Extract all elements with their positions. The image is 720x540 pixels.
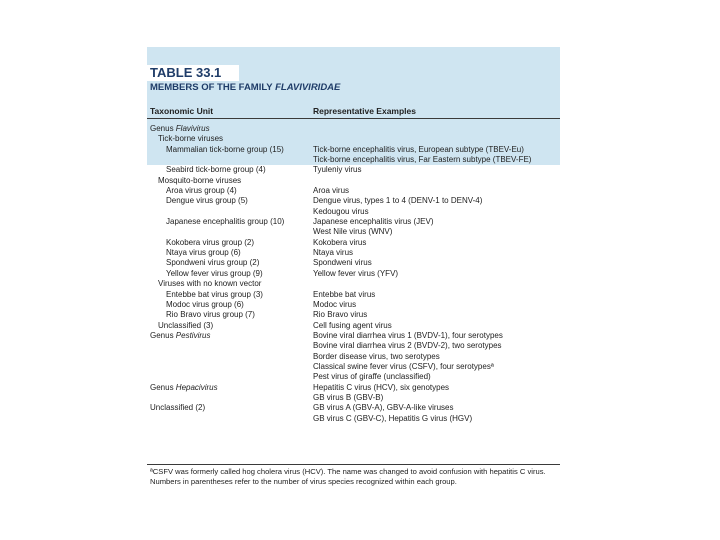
- table-row: [147, 372, 560, 382]
- table-row: [147, 227, 560, 237]
- unit-text: Spondweni virus group (2): [166, 258, 260, 268]
- footnote-divider: [147, 464, 560, 465]
- representative-example-cell: Kedougou virus: [313, 206, 369, 216]
- table-row: [147, 341, 560, 351]
- taxonomic-unit-cell: [150, 124, 210, 134]
- representative-example-cell: Tick-borne encephalitis virus, Far Eastern subtype (TBEV-FE): [313, 155, 532, 165]
- unit-text: Entebbe bat virus group (3): [166, 289, 263, 299]
- representative-example-cell: Kokobera virus: [313, 237, 367, 247]
- table-row: [147, 393, 560, 403]
- header-divider: [147, 118, 560, 119]
- unit-text: Unclassified (3): [158, 320, 214, 330]
- representative-example-cell: Entebbe bat virus: [313, 289, 376, 299]
- table-title-prefix: MEMBERS OF THE FAMILY: [150, 82, 276, 93]
- unit-text: Ntaya virus group (6): [166, 248, 241, 258]
- taxonomic-unit-cell: [166, 196, 248, 206]
- taxonomic-unit-cell: [166, 145, 284, 155]
- unit-text: Viruses with no known vector: [158, 279, 262, 289]
- taxonomic-unit-cell: [166, 217, 284, 227]
- table-row: [147, 165, 560, 175]
- unit-prefix: Genus: [150, 124, 176, 133]
- header-representative-examples: Representative Examples: [313, 106, 416, 116]
- representative-example-cell: GB virus C (GBV-C), Hepatitis G virus (HGV): [313, 413, 473, 423]
- table-row: [147, 238, 560, 248]
- table-row: [147, 383, 560, 393]
- table-row: [147, 290, 560, 300]
- taxonomic-unit-cell: [158, 279, 261, 289]
- table-row: [147, 124, 560, 134]
- representative-example-cell: Tick-borne encephalitis virus, European subtype (TBEV-Eu): [313, 144, 524, 154]
- taxonomic-unit-cell: [166, 290, 263, 300]
- unit-text: Unclassified (2): [150, 403, 206, 413]
- taxonomic-unit-cell: [150, 331, 210, 341]
- unit-text: Tick-borne viruses: [158, 134, 224, 144]
- unit-genus-name: Pestivirus: [175, 330, 211, 340]
- table-row: [147, 258, 560, 268]
- taxonomic-unit-cell: [166, 300, 244, 310]
- representative-example-cell: Rio Bravo virus: [313, 310, 368, 320]
- table-row: [147, 362, 560, 372]
- taxonomic-unit-cell: [166, 258, 259, 268]
- taxonomic-unit-cell: [166, 165, 266, 175]
- table-title-family: FLAVIVIRIDAE: [275, 82, 341, 93]
- taxonomic-unit-cell: [166, 186, 237, 196]
- table-row: [147, 269, 560, 279]
- representative-example-cell: Dengue virus, types 1 to 4 (DENV-1 to DENV-4): [313, 196, 483, 206]
- unit-text: Kokobera virus group (2): [166, 237, 255, 247]
- unit-text: Rio Bravo virus group (7): [166, 310, 255, 320]
- taxonomic-unit-cell: [158, 134, 223, 144]
- representative-example-cell: Aroa virus: [313, 186, 350, 196]
- table-row: [147, 403, 560, 413]
- representative-example-cell: Hepatitis C virus (HCV), six genotypes: [313, 382, 450, 392]
- unit-text: Dengue virus group (5): [166, 196, 248, 206]
- unit-genus-name: Flavivirus: [175, 124, 210, 133]
- table-footnote: ªCSFV was formerly called hog cholera virus (HCV). The name was changed to avoid confusion with hepatitis C virus. Numbers in parentheses refer to the number of virus species recognized within each group.: [150, 467, 546, 486]
- unit-prefix: Genus: [150, 382, 176, 392]
- table-row: [147, 155, 560, 165]
- representative-example-cell: Pest virus of giraffe (unclassified): [313, 372, 431, 382]
- table-row: [147, 176, 560, 186]
- table-row: [147, 196, 560, 206]
- table-row: [147, 300, 560, 310]
- taxonomic-unit-cell: [158, 176, 241, 186]
- representative-example-cell: Bovine viral diarrhea virus 2 (BVDV-2), two serotypes: [313, 341, 502, 351]
- table-row: [147, 186, 560, 196]
- representative-example-cell: Modoc virus: [313, 299, 357, 309]
- table-row: [147, 279, 560, 289]
- table-row: [147, 352, 560, 362]
- representative-example-cell: GB virus B (GBV-B): [313, 392, 384, 402]
- table-row: [147, 414, 560, 424]
- representative-example-cell: Ntaya virus: [313, 248, 354, 258]
- table-row: [147, 134, 560, 144]
- unit-text: Mammalian tick-borne group (15): [166, 144, 284, 154]
- table-row: [147, 145, 560, 155]
- unit-prefix: Genus: [150, 330, 176, 340]
- unit-text: Seabird tick-borne group (4): [166, 165, 266, 175]
- taxonomic-unit-cell: [166, 238, 254, 248]
- table-title: [150, 82, 340, 94]
- representative-example-cell: Border disease virus, two serotypes: [313, 351, 440, 361]
- representative-example-cell: Yellow fever virus (YFV): [313, 268, 399, 278]
- table-row: [147, 217, 560, 227]
- taxonomic-unit-cell: [150, 383, 218, 393]
- representative-example-cell: Classical swine fever virus (CSFV), four serotypesª: [313, 361, 494, 371]
- taxonomic-unit-cell: [158, 321, 213, 331]
- unit-genus-name: Hepacivirus: [175, 382, 218, 392]
- representative-example-cell: Bovine viral diarrhea virus 1 (BVDV-1), four serotypes: [313, 330, 503, 340]
- taxonomic-unit-cell: [166, 248, 241, 258]
- table-row: [147, 321, 560, 331]
- table-page: [147, 47, 560, 490]
- header-taxonomic-unit: Taxonomic Unit: [150, 106, 214, 116]
- unit-text: Mosquito-borne viruses: [158, 175, 242, 185]
- table-row: [147, 310, 560, 320]
- table-label: TABLE 33.1: [147, 65, 239, 81]
- unit-text: Aroa virus group (4): [166, 186, 237, 196]
- table-row: [147, 331, 560, 341]
- representative-example-cell: West Nile virus (WNV): [313, 227, 393, 237]
- representative-example-cell: Tyuleniy virus: [313, 165, 362, 175]
- representative-example-cell: Spondweni virus: [313, 258, 372, 268]
- unit-text: Modoc virus group (6): [166, 299, 244, 309]
- representative-example-cell: GB virus A (GBV-A), GBV-A-like viruses: [313, 403, 454, 413]
- table-row: [147, 207, 560, 217]
- table-row: [147, 248, 560, 258]
- taxonomic-unit-cell: [150, 403, 205, 413]
- taxonomic-unit-cell: [166, 310, 255, 320]
- unit-text: Japanese encephalitis group (10): [166, 217, 285, 227]
- unit-text: Yellow fever virus group (9): [166, 268, 263, 278]
- representative-example-cell: Cell fusing agent virus: [313, 320, 392, 330]
- representative-example-cell: Japanese encephalitis virus (JEV): [313, 217, 434, 227]
- taxonomic-unit-cell: [166, 269, 263, 279]
- table-body: [147, 124, 560, 424]
